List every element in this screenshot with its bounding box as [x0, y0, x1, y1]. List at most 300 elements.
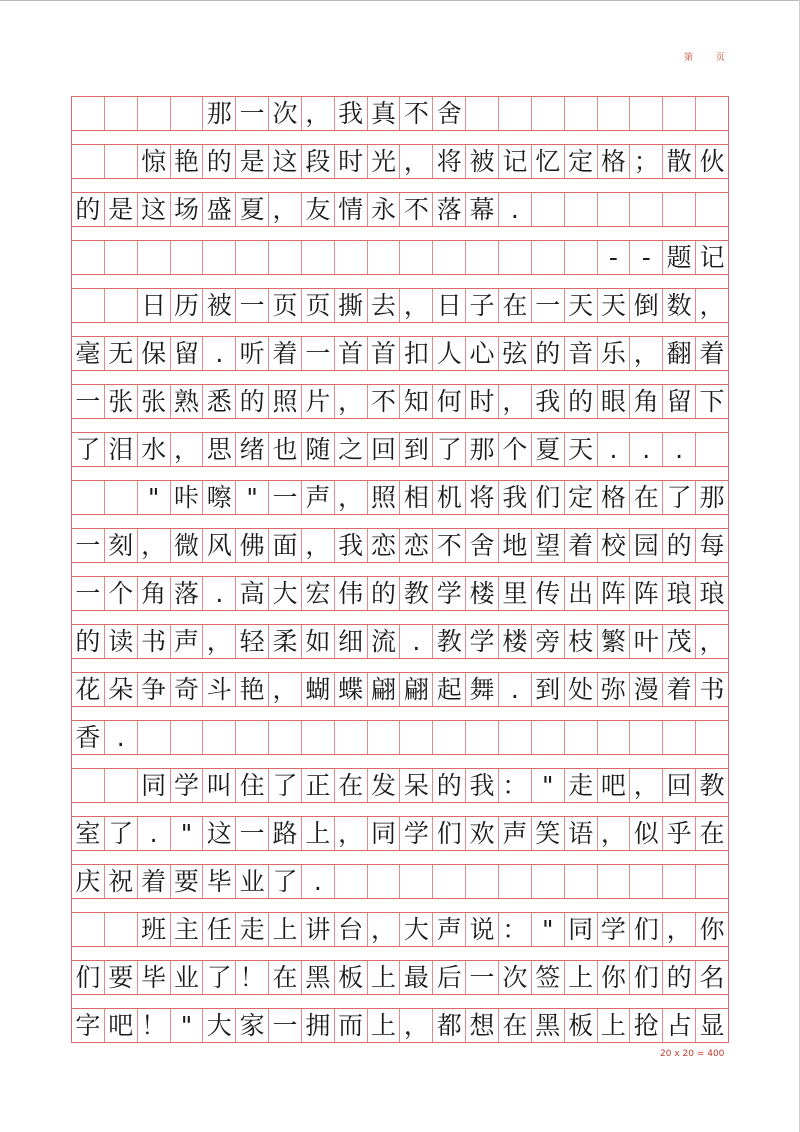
- grid-cell: [302, 721, 335, 754]
- grid-cell: 一: [72, 577, 105, 610]
- grid-cell: 字: [72, 1009, 105, 1042]
- grid-cell: 角: [630, 385, 663, 418]
- grid-cell: ，: [203, 625, 236, 658]
- grid-cell: 回: [368, 433, 401, 466]
- grid-cell: 如: [302, 625, 335, 658]
- grid-cell: ": [138, 481, 171, 514]
- row-gap: [72, 707, 728, 720]
- grid-cell: 正: [302, 769, 335, 802]
- grid-cell: 一: [269, 1009, 302, 1042]
- grid-cell: 声: [433, 913, 466, 946]
- grid-cell: ，: [138, 529, 171, 562]
- grid-cell: 悉: [203, 385, 236, 418]
- grid-cell: 声: [302, 481, 335, 514]
- grid-cell: 学: [433, 577, 466, 610]
- grid-cell: 恋: [400, 529, 433, 562]
- grid-cell: 听: [236, 337, 269, 370]
- grid-cell: 琅: [699, 579, 725, 608]
- grid-cell: 去: [368, 289, 401, 322]
- grid-row: [72, 384, 728, 419]
- grid-cell: 抢: [630, 1009, 663, 1042]
- grid-cell: [532, 193, 565, 226]
- grid-cell: 同: [138, 769, 171, 802]
- grid-cell: 显: [699, 1011, 725, 1040]
- grid-cell: 板: [565, 1009, 598, 1042]
- grid-cell: 楼: [499, 625, 532, 658]
- grid-cell: 笑: [532, 817, 565, 850]
- grid-cell: 子: [466, 289, 499, 322]
- grid-cell: [499, 865, 532, 898]
- grid-cell: [138, 97, 171, 130]
- grid-cell: [72, 145, 105, 178]
- grid-cell: 一: [72, 529, 105, 562]
- grid-cell: 刻: [105, 529, 138, 562]
- grid-cell: 里: [499, 577, 532, 610]
- grid-cell: 细: [335, 625, 368, 658]
- grid-cell: 望: [532, 529, 565, 562]
- grid-row: [72, 720, 728, 755]
- grid-cell: [302, 241, 335, 274]
- grid-cell: 我: [335, 529, 368, 562]
- grid-cell: 传: [532, 577, 565, 610]
- grid-cell: 上: [368, 961, 401, 994]
- grid-cell: [400, 865, 433, 898]
- grid-cell: 将: [466, 481, 499, 514]
- grid-cell: [565, 193, 598, 226]
- grid-cell: 将: [433, 145, 466, 178]
- grid-cell: 黑: [302, 961, 335, 994]
- grid-cell: 台: [335, 913, 368, 946]
- grid-cell: 这: [269, 145, 302, 178]
- grid-cell: 友: [302, 193, 335, 226]
- grid-cell: [466, 241, 499, 274]
- grid-cell: 这: [138, 193, 171, 226]
- grid-cell: 朵: [105, 673, 138, 706]
- grid-cell: .: [105, 721, 138, 754]
- grid-cell: 水: [138, 433, 171, 466]
- grid-cell: 心: [466, 337, 499, 370]
- grid-cell: [466, 721, 499, 754]
- grid-cell: 风: [203, 529, 236, 562]
- grid-cell: ，: [400, 1009, 433, 1042]
- grid-cell: 地: [499, 529, 532, 562]
- grid-cell: ，: [302, 97, 335, 130]
- grid-cell: ，: [598, 817, 631, 850]
- grid-cell: 着: [138, 865, 171, 898]
- grid-cell: ：: [499, 913, 532, 946]
- grid-cell: 天: [565, 433, 598, 466]
- grid-cell: 大: [203, 1009, 236, 1042]
- grid-cell: 园: [630, 529, 663, 562]
- grid-cell: 们: [630, 913, 663, 946]
- grid-cell: 路: [269, 817, 302, 850]
- grid-cell: 题: [663, 241, 696, 274]
- grid-cell: 那: [466, 433, 499, 466]
- grid-cell: 上: [598, 1009, 631, 1042]
- grid-cell: ，: [499, 385, 532, 418]
- grid-cell: 了: [433, 433, 466, 466]
- grid-cell: 学: [171, 769, 204, 802]
- grid-cell: 片: [302, 385, 335, 418]
- grid-cell: 历: [171, 289, 204, 322]
- grid-cell: 扣: [400, 337, 433, 370]
- grid-cell: 微: [171, 529, 204, 562]
- grid-cell: 日: [433, 289, 466, 322]
- row-gap: [72, 419, 728, 432]
- grid-cell: [105, 481, 138, 514]
- grid-cell: 们: [630, 961, 663, 994]
- grid-cell: 在: [269, 961, 302, 994]
- grid-cell: 思: [203, 433, 236, 466]
- grid-cell: 叫: [203, 769, 236, 802]
- grid-cell: [105, 289, 138, 322]
- grid-cell: 盛: [203, 193, 236, 226]
- grid-cell: [72, 913, 105, 946]
- grid-cell: 一: [532, 289, 565, 322]
- grid-cell: 忆: [532, 145, 565, 178]
- grid-cell: [335, 721, 368, 754]
- grid-cell: 永: [368, 193, 401, 226]
- grid-cell: [466, 97, 499, 130]
- grid-cell: 翩: [368, 673, 401, 706]
- grid-cell: 绪: [236, 433, 269, 466]
- grid-cell: 我: [335, 97, 368, 130]
- grid-cell: [433, 865, 466, 898]
- grid-cell: ，: [368, 913, 401, 946]
- grid-cell: 花: [72, 673, 105, 706]
- grid-cell: 不: [433, 529, 466, 562]
- grid-cell: 角: [138, 577, 171, 610]
- grid-cell: [236, 721, 269, 754]
- grid-cell: 学: [598, 913, 631, 946]
- grid-cell: [400, 241, 433, 274]
- grid-cell: 上: [368, 1009, 401, 1042]
- grid-cell: 了: [663, 481, 696, 514]
- grid-cell: 光: [368, 145, 401, 178]
- grid-cell: 而: [335, 1009, 368, 1042]
- grid-cell: 相: [400, 481, 433, 514]
- grid-cell: ": [236, 481, 269, 514]
- grid-cell: 起: [433, 673, 466, 706]
- grid-cell: ，: [699, 291, 725, 320]
- grid-cell: 语: [565, 817, 598, 850]
- grid-cell: 在: [630, 481, 663, 514]
- grid-cell: 的: [368, 577, 401, 610]
- grid-cell: 嚓: [203, 481, 236, 514]
- grid-cell: 教: [433, 625, 466, 658]
- grid-cell: 的: [203, 145, 236, 178]
- grid-cell: 落: [171, 577, 204, 610]
- grid-cell: 书: [699, 675, 725, 704]
- row-gap: [72, 371, 728, 384]
- grid-cell: 我: [499, 481, 532, 514]
- row-gap: [72, 803, 728, 816]
- grid-cell: [499, 97, 532, 130]
- grid-cell: 格: [598, 145, 631, 178]
- grid-cell: 翻: [663, 337, 696, 370]
- grid-cell: [532, 97, 565, 130]
- grid-cell: 是: [105, 193, 138, 226]
- grid-cell: [663, 97, 696, 130]
- grid-cell: 日: [138, 289, 171, 322]
- grid-cell: 咔: [171, 481, 204, 514]
- grid-cell: 的: [663, 529, 696, 562]
- grid-cell: 不: [368, 385, 401, 418]
- grid-cell: 业: [236, 865, 269, 898]
- grid-cell: 一: [466, 961, 499, 994]
- grid-cell: 枝: [565, 625, 598, 658]
- grid-cell: 舞: [466, 673, 499, 706]
- grid-cell: 占: [663, 1009, 696, 1042]
- grid-cell: ": [532, 769, 565, 802]
- grid-cell: [565, 865, 598, 898]
- grid-cell: 们: [532, 481, 565, 514]
- grid-cell: [269, 721, 302, 754]
- grid-cell: .: [598, 433, 631, 466]
- grid-cell: 同: [368, 817, 401, 850]
- grid-cell: 这: [203, 817, 236, 850]
- grid-cell: [72, 97, 105, 130]
- grid-cell: [532, 721, 565, 754]
- grid-cell: ，: [335, 385, 368, 418]
- grid-cell: 处: [565, 673, 598, 706]
- grid-cell: [630, 97, 663, 130]
- grid-cell: ，: [400, 289, 433, 322]
- grid-cell: 书: [138, 625, 171, 658]
- grid-cell: 庆: [72, 865, 105, 898]
- grid-cell: 蝶: [335, 673, 368, 706]
- grid-cell: 声: [171, 625, 204, 658]
- row-gap: [72, 611, 728, 624]
- grid-cell: 旁: [532, 625, 565, 658]
- grid-cell: 舍: [433, 97, 466, 130]
- grid-cell: [663, 865, 696, 898]
- grid-cell: [171, 241, 204, 274]
- grid-cell: [696, 97, 728, 130]
- grid-cell: 随: [302, 433, 335, 466]
- grid-cell: ，: [699, 627, 725, 656]
- grid-cell: 的: [565, 385, 598, 418]
- grid-cell: 了: [269, 865, 302, 898]
- grid-cell: 说: [466, 913, 499, 946]
- grid-cell: ": [171, 817, 204, 850]
- grid-cell: [466, 865, 499, 898]
- row-gap: [72, 275, 728, 288]
- grid-cell: 教: [400, 577, 433, 610]
- grid-cell: 留: [171, 337, 204, 370]
- grid-cell: [532, 241, 565, 274]
- grid-cell: ，: [171, 433, 204, 466]
- grid-cell: 页: [302, 289, 335, 322]
- grid-cell: 的: [532, 337, 565, 370]
- grid-cell: 照: [269, 385, 302, 418]
- grid-cell: 人: [433, 337, 466, 370]
- grid-cell: 奇: [171, 673, 204, 706]
- grid-cell: 是: [236, 145, 269, 178]
- grid-cell: 天: [598, 289, 631, 322]
- grid-cell: 欢: [466, 817, 499, 850]
- grid-cell: [203, 721, 236, 754]
- grid-cell: 了: [269, 769, 302, 802]
- grid-cell: 回: [663, 769, 696, 802]
- grid-cell: [598, 193, 631, 226]
- grid-cell: 撕: [335, 289, 368, 322]
- grid-cell: [565, 241, 598, 274]
- grid-cell: 落: [433, 193, 466, 226]
- grid-cell: 吧: [598, 769, 631, 802]
- row-gap: [72, 755, 728, 768]
- grid-row: [72, 912, 728, 947]
- grid-cell: 我: [466, 769, 499, 802]
- grid-cell: 佛: [236, 529, 269, 562]
- grid-cell: 业: [171, 961, 204, 994]
- grid-cell: 毫: [72, 337, 105, 370]
- grid-cell: [368, 241, 401, 274]
- grid-cell: 保: [138, 337, 171, 370]
- grid-cell: .: [630, 433, 663, 466]
- grid-cell: 每: [699, 531, 725, 560]
- grid-cell: [72, 289, 105, 322]
- grid-cell: 一: [236, 97, 269, 130]
- row-gap: [72, 995, 728, 1008]
- grid-cell: 弥: [598, 673, 631, 706]
- grid-cell: ，: [302, 529, 335, 562]
- grid-cell: 室: [72, 817, 105, 850]
- grid-cell: 后: [433, 961, 466, 994]
- grid-cell: 楼: [466, 577, 499, 610]
- grid-cell: 要: [171, 865, 204, 898]
- grid-cell: [171, 721, 204, 754]
- grid-cell: [105, 241, 138, 274]
- grid-size-label: 20 x 20 = 400: [660, 1049, 725, 1059]
- grid-cell: 繁: [598, 625, 631, 658]
- grid-row: [72, 192, 728, 227]
- grid-cell: -: [630, 241, 663, 274]
- grid-cell: 的: [72, 193, 105, 226]
- grid-cell: ！: [236, 961, 269, 994]
- grid-cell: .: [203, 337, 236, 370]
- grid-cell: 们: [72, 961, 105, 994]
- grid-cell: 被: [466, 145, 499, 178]
- grid-cell: 呆: [400, 769, 433, 802]
- grid-cell: 的: [663, 961, 696, 994]
- grid-cell: 数: [663, 289, 696, 322]
- grid-cell: [203, 241, 236, 274]
- grid-cell: 声: [499, 817, 532, 850]
- grid-cell: 大: [269, 577, 302, 610]
- grid-cell: 板: [335, 961, 368, 994]
- grid-cell: 流: [368, 625, 401, 658]
- grid-cell: 惊: [138, 145, 171, 178]
- grid-cell: 个: [499, 433, 532, 466]
- grid-cell: [72, 481, 105, 514]
- grid-cell: 被: [203, 289, 236, 322]
- grid-cell: 毕: [138, 961, 171, 994]
- grid-cell: .: [203, 577, 236, 610]
- grid-cell: 伙: [699, 147, 725, 176]
- grid-row: [72, 336, 728, 371]
- grid-cell: 何: [433, 385, 466, 418]
- grid-cell: [72, 241, 105, 274]
- grid-cell: ，: [269, 673, 302, 706]
- grid-cell: [598, 865, 631, 898]
- grid-cell: 讲: [302, 913, 335, 946]
- grid-cell: 同: [565, 913, 598, 946]
- grid-cell: ，: [269, 193, 302, 226]
- grid-cell: [696, 865, 728, 898]
- grid-cell: 留: [663, 385, 696, 418]
- grid-cell: 名: [699, 963, 725, 992]
- grid-cell: 着: [663, 673, 696, 706]
- row-gap: [72, 515, 728, 528]
- grid-cell: .: [499, 673, 532, 706]
- grid-cell: 学: [466, 625, 499, 658]
- grid-cell: ！: [138, 1009, 171, 1042]
- grid-cell: 定: [565, 145, 598, 178]
- grid-row: [72, 816, 728, 851]
- grid-cell: 在: [335, 769, 368, 802]
- grid-cell: [532, 865, 565, 898]
- row-gap: [72, 467, 728, 480]
- grid-cell: 一: [236, 289, 269, 322]
- grid-row: [72, 144, 728, 179]
- grid-cell: 次: [499, 961, 532, 994]
- grid-cell: 着: [699, 339, 725, 368]
- grid-cell: 班: [138, 913, 171, 946]
- grid-cell: 教: [699, 771, 725, 800]
- grid-row: [72, 432, 728, 467]
- grid-cell: 那: [699, 483, 725, 512]
- grid-cell: -: [598, 241, 631, 274]
- grid-cell: 都: [433, 1009, 466, 1042]
- grid-cell: 熟: [171, 385, 204, 418]
- grid-cell: 吧: [105, 1009, 138, 1042]
- grid-cell: 散: [663, 145, 696, 178]
- grid-row: [72, 768, 728, 803]
- grid-cell: 一: [236, 817, 269, 850]
- grid-cell: ，: [630, 337, 663, 370]
- grid-cell: 格: [598, 481, 631, 514]
- grid-cell: 的: [433, 769, 466, 802]
- page-number-label: 第 页: [684, 53, 735, 63]
- grid-cell: .: [302, 865, 335, 898]
- grid-cell: 签: [532, 961, 565, 994]
- grid-cell: 次: [269, 97, 302, 130]
- grid-cell: [138, 721, 171, 754]
- grid-cell: 读: [105, 625, 138, 658]
- grid-cell: 在: [499, 289, 532, 322]
- grid-cell: 想: [466, 1009, 499, 1042]
- grid-cell: [630, 721, 663, 754]
- grid-row: [72, 96, 728, 131]
- grid-cell: 任: [203, 913, 236, 946]
- grid-cell: ，: [400, 145, 433, 178]
- grid-cell: [72, 769, 105, 802]
- grid-cell: 艳: [236, 673, 269, 706]
- grid-cell: 音: [565, 337, 598, 370]
- grid-cell: .: [400, 625, 433, 658]
- grid-cell: [171, 97, 204, 130]
- grid-cell: [236, 241, 269, 274]
- grid-cell: [105, 913, 138, 946]
- grid-cell: [105, 97, 138, 130]
- grid-cell: [335, 241, 368, 274]
- grid-cell: 眼: [598, 385, 631, 418]
- grid-cell: 倒: [630, 289, 663, 322]
- grid-cell: 柔: [269, 625, 302, 658]
- grid-cell: ，: [335, 481, 368, 514]
- grid-cell: [269, 241, 302, 274]
